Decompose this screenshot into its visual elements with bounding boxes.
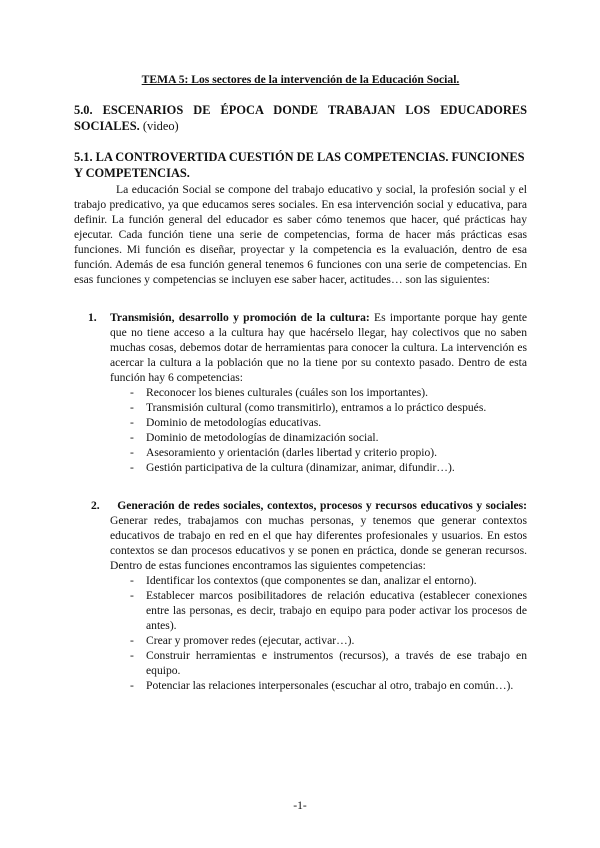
video-note: (video) — [142, 118, 179, 133]
document-title: TEMA 5: Los sectores de la intervención de la Educación Social. — [141, 73, 460, 86]
competency-item: - Reconocer los bienes culturales (cuáles son los importantes). — [130, 385, 527, 400]
competency-item: - Transmisión cultural (como transmitirlo), entramos a lo práctico después. — [130, 400, 527, 415]
competency-item: - Asesoramiento y orientación (darles libertad y criterio propio). — [130, 445, 527, 460]
competency-item: - Establecer marcos posibilitadores de relación educativa (establecer conexiones entre las personas, es decir, trabajo en equipo para poder activar los procesos de antes). — [130, 588, 527, 633]
section-5-1-heading: 5.1. LA CONTROVERTIDA CUESTIÓN DE LAS COMPETENCIAS. FUNCIONES Y COMPETENCIAS. — [74, 150, 525, 180]
function-2 — [74, 498, 527, 693]
function-1-paragraph — [110, 310, 527, 385]
function-1-competencies — [110, 385, 527, 475]
function-2-title: Generación de redes sociales, contextos, procesos y recursos educativos y sociales: — [117, 499, 527, 512]
competency-item: - Identificar los contextos (que componentes se dan, analizar el entorno). — [130, 573, 527, 588]
function-2-paragraph — [110, 498, 527, 573]
function-1 — [74, 310, 527, 475]
section-5-0-heading — [74, 103, 527, 134]
page-number: -1- — [293, 799, 307, 812]
function-1-title: Transmisión, desarrollo y promoción de la cultura: — [110, 311, 370, 324]
function-2-text: Generar redes, trabajamos con muchas personas, y tenemos que generar contextos educativos de trabajo en red en el que hay diferentes profesionales y usuarios. En estos contextos se dan procesos educativos y se ponen en práctica, donde se generan recursos. Dentro de estas funciones encontramos las siguientes competencias: — [110, 514, 527, 572]
function-1-text: Es importante porque hay gente que no tiene acceso a la cultura hay que hacérselo llegar, hay colectivos que no saben muchas cosas, debemos dotar de herramientas para conocer la cultura. La intervención es acercar la cultura a la población que no la tiene por su contexto pasado. Dentro de esta función hay 6 competencias: — [110, 311, 527, 384]
section-5-0-heading-text: 5.0. ESCENARIOS DE ÉPOCA DONDE TRABAJAN LOS EDUCADORES SOCIALES. — [74, 103, 527, 133]
competency-item: - Dominio de metodologías educativas. — [130, 415, 527, 430]
competency-item: - Dominio de metodologías de dinamización social. — [130, 430, 527, 445]
competency-item: - Construir herramientas e instrumentos (recursos), a través de ese trabajo en equipo. — [130, 648, 527, 678]
function-2-number: 2. — [91, 499, 100, 512]
function-1-number: 1. — [88, 311, 97, 324]
function-2-competencies — [110, 573, 527, 693]
competency-item: - Crear y promover redes (ejecutar, activar…). — [130, 633, 527, 648]
intro-paragraph: La educación Social se compone del trabajo educativo y social, la profesión social y el trabajo predicativo, ya que educamos seres sociales. En esa intervención social y educativa, para definir. La función general del educador es saber cómo tenemos que hacer, qué prácticas hay ejecutar. Cada función tiene una serie de competencias, forma de hacer más prácticas esas funciones. Mi función es diseñar, proyectar y la competencia es la evaluación, dentro de esa función. Además de esa función general tenemos 6 funciones con una serie de competencias. En esas funciones y competencias se incluyen ese saber hacer, actitudes… son las siguientes: — [74, 183, 527, 286]
competency-item: - Gestión participativa de la cultura (dinamizar, animar, difundir…). — [130, 460, 527, 475]
competency-item: - Potenciar las relaciones interpersonales (escuchar al otro, trabajo en común…). — [130, 678, 527, 693]
